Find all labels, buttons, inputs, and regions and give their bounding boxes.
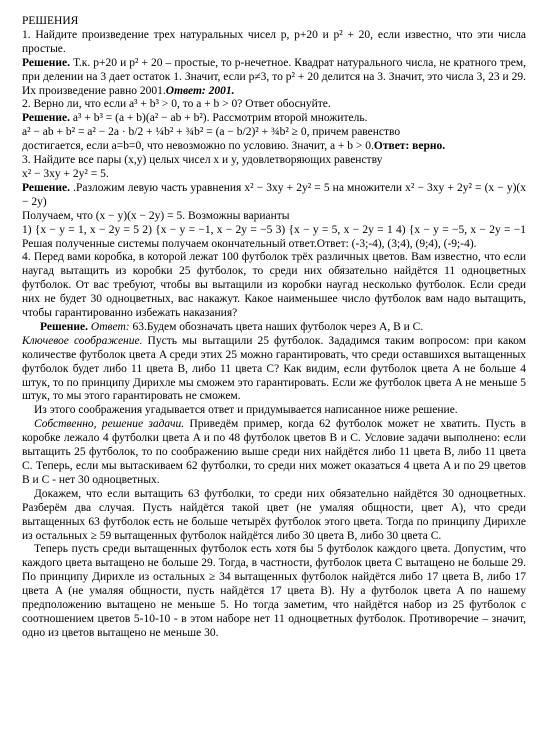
solution-label: Решение.: [40, 320, 89, 333]
answer-value: 63.: [132, 320, 147, 333]
problem-3-equation: x² − 3xy + 2y² = 5.: [22, 167, 109, 180]
solution-label: Решение.: [22, 56, 71, 69]
problem-4-key-idea: [22, 335, 526, 405]
problem-2-formula: a² − ab + b² = a² − 2a · b/2 + ¼b² + ¾b² = (a − b/2)² + ¾b² ≥ 0, причем равенство: [22, 126, 401, 139]
problem-4-answer: [22, 321, 526, 335]
solution-text: a³ + b³ = (a + b)(a² − ab + b²). Рассмотрим второй множитель.: [70, 112, 368, 125]
problem-3-text: 3. Найдите все пары (x,y) целых чисел x и y, удовлетворяющих равенству: [22, 154, 383, 167]
problem-3-solution: [22, 182, 526, 210]
problem-3-cases: 1) {x − y = 1, x − 2y = 5 2) {x − y = −1, x − 2y = −5 3) {x − y = 5, x − 2y = 1 4) {x − y = −5, x − 2y = −1 Решая полученные системы получаем окончательный ответ.Ответ: (-3;-4), (3;4), (9;4), (-9;-4).: [22, 223, 526, 250]
problem-4-intro: Из этого соображения угадывается ответ и придумывается написанное ниже решение.: [34, 404, 458, 417]
answer-label: Ответ:: [90, 320, 130, 333]
example-label: Собственно, решение задачи.: [34, 418, 185, 431]
problem-2-conclusion: [22, 140, 526, 154]
problem-1-text: 1. Найдите произведение трех натуральных чисел p, p+20 и p² + 20, если известно, что эти числа простые.: [22, 28, 526, 55]
answer-text: Ответ: верно.: [373, 140, 446, 153]
problem-4-text: 4. Перед вами коробка, в которой лежат 100 футболок трёх различных цветов. Вам известно, что если наугад вытащить из коробки 25 футболок, то среди них обязательно найдётся 11 одноцветных футболок. От вас требуют, чтобы вы вытащили из коробки наугад несколько футболок. Если среди них не будет 30 одноцветных, вас накажут. Какое наименьшее число футболок вам надо вытащить, чтобы гарантированно избежать наказания?: [22, 251, 526, 320]
key-idea-label: Ключевое соображение.: [22, 334, 143, 347]
answer-text: Ответ: 2001.: [165, 84, 235, 97]
problem-4-example: [22, 418, 526, 488]
page-title: РЕШЕНИЯ: [22, 15, 79, 27]
key-idea-text: Пусть мы вытащили 25 футболок. Зададимся таким вопросом: при каком количестве футболок цвета A среди этих 25 можно гарантировать, что среди оставшихся вытащенных футболок будет либо 11 цвета B, либо 11 цвета C? Как видим, если футболок цвета A не больше 4 штук, то по принципу Дирихле мы сможем это гарантировать. Если же футболок цвета A не меньше 5 штук, то мы этого гарантировать не сможем.: [22, 334, 526, 403]
problem-4-proof: Докажем, что если вытащить 63 футболки, то среди них обязательно найдётся 30 одноцветных. Разберём два случая. Пусть найдётся такой цвет (не умаляя общности, цвет A), что среди вытащенных 63 футболок есть не больше четырёх футболок этого цвета. Тогда по принципу Дирихле из остальных ≥ 59 вытащенных футболок найдётся либо 30 цвета B, либо 30 цвета C.: [22, 487, 526, 542]
solution-label: Решение.: [22, 112, 71, 125]
problem-3-result: Получаем, что (x − y)(x − 2y) = 5. Возможны варианты: [22, 209, 290, 222]
answer-continuation: Будем обозначать цвета наших футболок через A, B и C.: [146, 320, 424, 333]
problem-2-text: 2. Верно ли, что если a³ + b³ > 0, то a + b > 0? Ответ обоснуйте.: [22, 98, 331, 111]
solution-text: Т.к. p+20 и p² + 20 – простые, то p-нечетное. Квадрат натурального числа, не кратного трем, при делении на 3 дает остаток 1. Значит, если p≠3, то p² + 20 делится на 3. Значит, это числа 3, 23 и 29. Их произведение равно 2001.: [22, 56, 526, 97]
problem-2-solution: [22, 112, 526, 126]
solution-label: Решение.: [22, 181, 71, 194]
problem-4-case-2: Теперь пусть среди вытащенных футболок есть хотя бы 5 футболок каждого цвета. Допустим, что каждого цвета вытащено не больше 29. Тогда, в частности, футболок цвета C вытащено не больше 29. По принципу Дирихле из остальных ≥ 34 вытащенных футболок найдётся либо 17 цвета B, либо 17 цвета A (не умаляя общности, пусть найдётся 17 цвета B). Ну а футболок цвета A по нашему предположению вытащено не меньше 5. Но тогда заметим, что найдётся набор из 25 футболок с соотношением цветов 5-10-10 - в этом наборе нет 11 одноцветных футболок. Противоречие ‒ значит, одно из цветов вытащено не меньше 30.: [22, 543, 526, 639]
conclusion-text: достигается, если a=b=0, что невозможно по условию. Значит, a + b > 0.: [22, 140, 374, 153]
solution-text: .Разложим левую часть уравнения x² − 3xy + 2y² = 5 на множители x² − 3xy + 2y² = (x − y)(x − 2y): [22, 181, 526, 208]
problem-1-solution: [22, 57, 526, 99]
example-text: Приведём пример, когда 62 футболок может не хватить. Пусть в коробке лежало 4 футболки цвета A и по 48 футболок цветов B и C. Условие задачи выполнено: если вытащить 25 футболок, то по соображению выше среди них найдётся либо 11 цвета B, либо 11 цвета C. Теперь, если мы вытаскиваем 62 футболки, то среди них может оказаться 4 цвета A и по 29 цветов B и C - нет 30 одноцветных.: [22, 418, 526, 486]
